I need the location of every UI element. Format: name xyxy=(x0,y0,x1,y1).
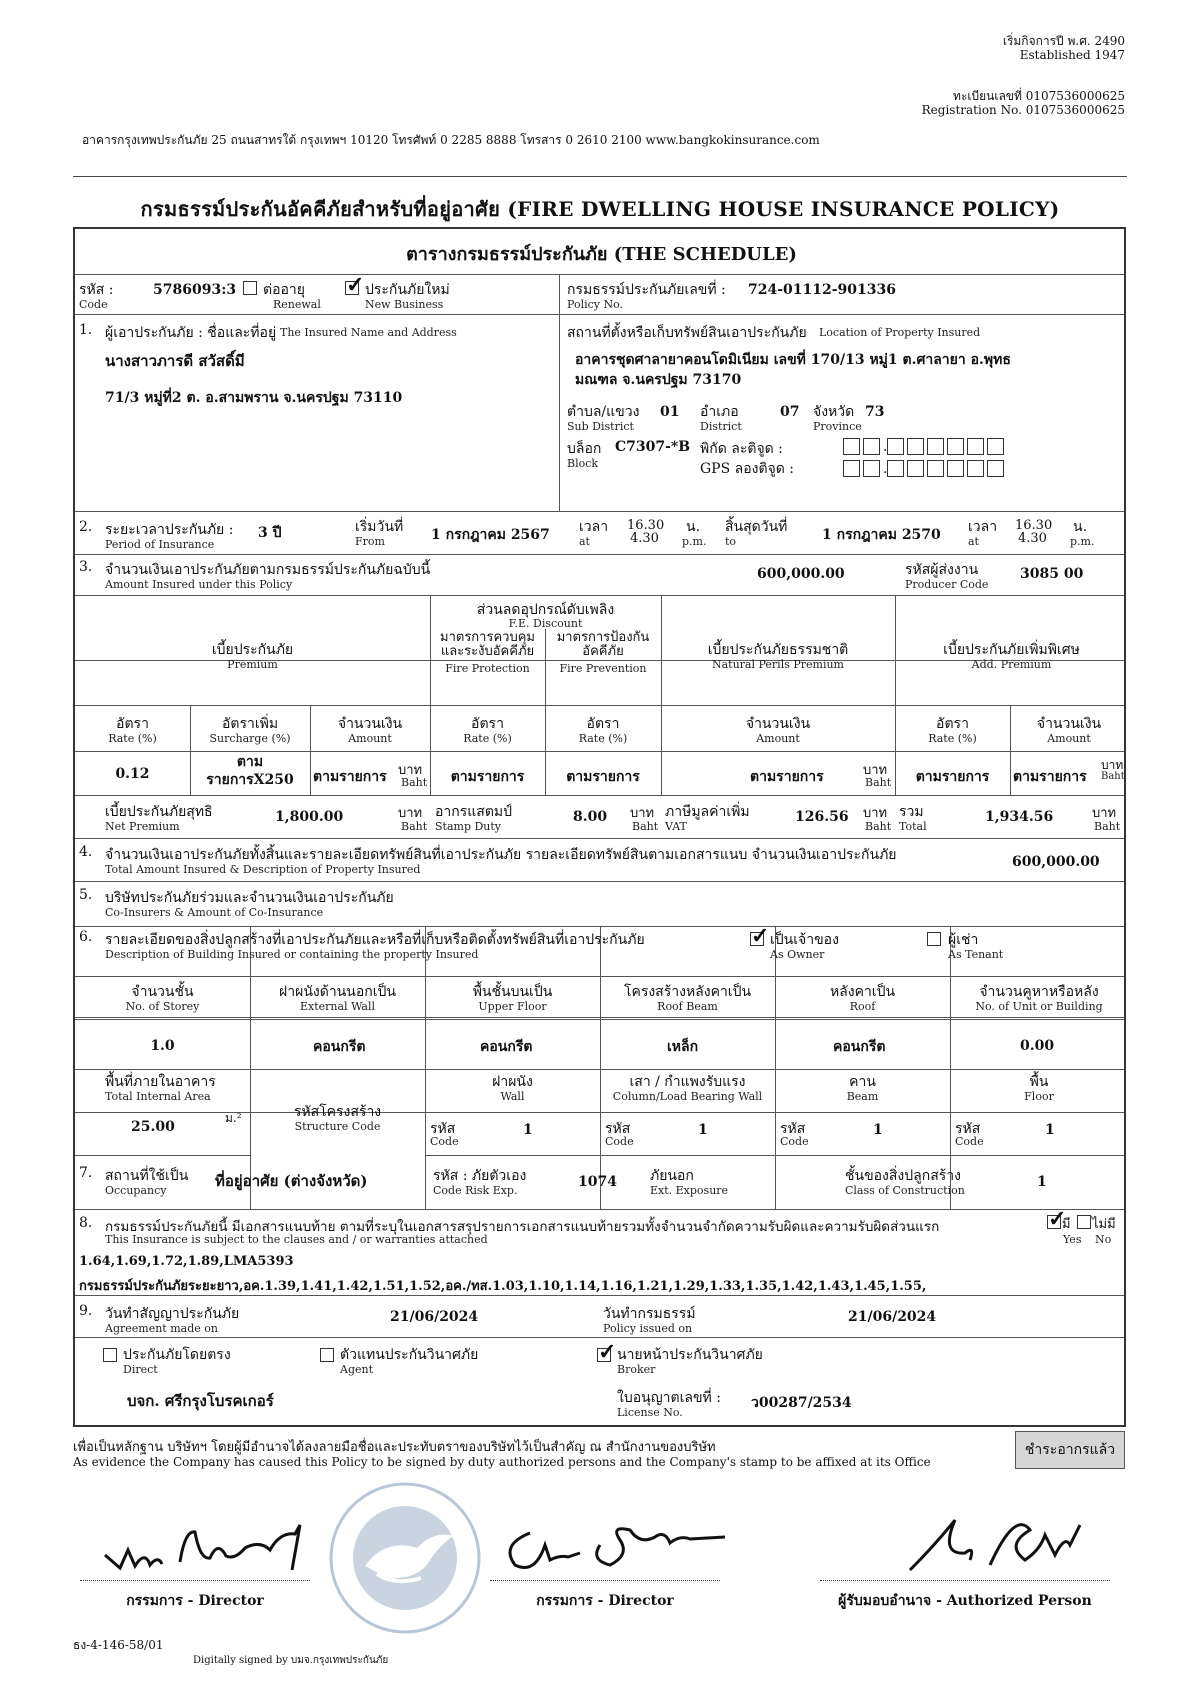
s3-num: 3. xyxy=(79,559,93,575)
period-label: ระยะเวลาประกันภัย : xyxy=(105,522,234,538)
fe-discount-header: ส่วนลดอุปกรณ์ดับเพลิง xyxy=(476,602,615,618)
baht-label-2: บาท xyxy=(863,763,888,778)
time2-value-1: 16.30 xyxy=(1015,518,1053,533)
c-column-header: เสา / กำแพงรับแรง xyxy=(629,1074,746,1090)
vat-value: 126.56 xyxy=(795,809,849,825)
ap-rate-header-en: Rate (%) xyxy=(928,732,977,745)
authorized-label: ผู้รับมอบอำนาจ - Authorized Person xyxy=(838,1593,1092,1609)
yes-label-en: Yes xyxy=(1063,1233,1082,1246)
time2-label-en: at xyxy=(968,535,979,548)
longitude-boxes[interactable]: . xyxy=(843,458,1007,477)
endorsement-label-en: This Insurance is subject to the clauses and / or warranties attached xyxy=(105,1233,488,1246)
director2-signature-icon xyxy=(490,1515,730,1580)
new-business-label: ประกันภัยใหม่ xyxy=(365,282,450,298)
province-label-en: Province xyxy=(813,420,862,433)
baht-label-1-en: Baht xyxy=(401,776,428,789)
divider xyxy=(75,274,1124,275)
company-address: อาคารกรุงเทพประกันภัย 25 ถนนสาทรใต้ กรุงเทพฯ 10120 โทรศัพท์ 0 2285 8888 โทรสาร 0 2610 2100 www.bangkokinsurance.com xyxy=(82,133,820,147)
endorsement-label: กรมธรรม์ประกันภัยนี้ มีเอกสารแนบท้าย ตามที่ระบุในเอกสารสรุปรายการเอกสารแนบท้ายรวมทั้งจำนวนจำกัดความรับผิดและความรับผิดส่วนแรก xyxy=(105,1219,940,1235)
surcharge-value-line1: ตาม xyxy=(236,754,264,770)
license-label-en: License No. xyxy=(617,1406,683,1419)
natural-perils-header: เบี้ยประกันภัยธรรมชาติ xyxy=(707,642,849,658)
noon-label-en: p.m. xyxy=(682,535,707,548)
yes-label: มี xyxy=(1062,1217,1071,1232)
fire-prevention-header xyxy=(545,631,661,659)
premium-header-en: Premium xyxy=(227,658,278,671)
total-insured-label-en: Total Amount Insured & Description of Property Insured xyxy=(105,863,421,876)
divider xyxy=(75,314,1124,315)
occupancy-label-en: Occupancy xyxy=(105,1184,167,1197)
tenant-label: ผู้เช่า xyxy=(948,932,979,948)
form-code: ธง-4-146-58/01 xyxy=(73,1638,164,1652)
c-beam-header: คาน xyxy=(849,1074,876,1090)
renewal-label: ต่ออายุ xyxy=(263,282,305,298)
divider xyxy=(75,595,1124,596)
policy-no-value: 724-01112-901336 xyxy=(748,282,896,298)
code-floor-label: รหัส xyxy=(955,1121,981,1137)
schedule-title: ตารางกรมธรรม์ประกันภัย (THE SCHEDULE) xyxy=(406,244,797,265)
producer-label: รหัสผู้ส่งงาน xyxy=(905,562,979,578)
location-label-en: Location of Property Insured xyxy=(819,326,981,339)
surcharge-header-en: Surcharge (%) xyxy=(209,732,291,745)
baht-label-7-en: Baht xyxy=(1094,820,1121,833)
no-label: ไม่มี xyxy=(1092,1217,1116,1232)
storey-header-en: No. of Storey xyxy=(125,1000,200,1013)
net-premium-value: 1,800.00 xyxy=(275,809,344,825)
storey-value: 1.0 xyxy=(150,1038,175,1054)
renewal-label-en: Renewal xyxy=(273,298,321,311)
license-label: ใบอนุญาตเลขที่ : xyxy=(617,1390,721,1406)
roof-beam-header-en: Roof Beam xyxy=(657,1000,718,1013)
code-label: รหัส : xyxy=(79,282,114,298)
total-value: 1,934.56 xyxy=(985,809,1054,825)
baht-label-3: บาท xyxy=(1101,758,1124,772)
floor-header-en: Upper Floor xyxy=(478,1000,547,1013)
direct-checkbox[interactable] xyxy=(103,1348,117,1362)
ap-rate-header: อัตรา xyxy=(936,716,969,732)
issued-value: 21/06/2024 xyxy=(848,1309,937,1325)
agent-label-en: Agent xyxy=(340,1363,373,1376)
time-label-en: at xyxy=(579,535,590,548)
building-desc-label: รายละเอียดของสิ่งปลูกสร้างที่เอาประกันภัยและหรือที่เก็บหรือติดตั้งทรัพย์สินที่เอาประกันภัย xyxy=(105,932,645,948)
surcharge-value xyxy=(190,753,310,789)
license-value: ว00287/2534 xyxy=(751,1395,852,1411)
amount-insured-value: 600,000.00 xyxy=(757,566,845,582)
code-wall-label-en: Code xyxy=(430,1135,459,1148)
header-divider xyxy=(73,176,1127,177)
fire-prevention-line1: มาตรการป้องกัน xyxy=(556,630,650,645)
class-value: 1 xyxy=(1037,1174,1047,1190)
co-insurers-label: บริษัทประกันภัยร่วมและจำนวนเงินเอาประกันภัย xyxy=(105,890,394,906)
fire-protection-header-en: Fire Protection xyxy=(445,662,530,675)
divider xyxy=(75,1337,1124,1338)
c-beam-header-en: Beam xyxy=(846,1090,879,1103)
policy-title: กรมธรรม์ประกันอัคคีภัยสำหรับที่อยู่อาศัย (FIRE DWELLING HOUSE INSURANCE POLICY) xyxy=(140,197,1060,221)
divider xyxy=(75,751,1124,752)
evidence-en: As evidence the Company has caused this Policy to be signed by duty authorized persons and the Company's stamp to be affixed at its Office xyxy=(73,1455,931,1469)
roof-value: คอนกรีต xyxy=(833,1039,886,1055)
divider xyxy=(75,511,1124,512)
producer-label-en: Producer Code xyxy=(905,578,989,591)
district-label: อำเภอ xyxy=(700,404,739,420)
net-premium-label-en: Net Premium xyxy=(105,820,180,833)
province-value: 73 xyxy=(865,404,885,420)
area-header: พื้นที่ภายในอาคาร xyxy=(105,1074,216,1090)
fire-protection-line1: มาตรการควบคุม xyxy=(440,630,535,645)
direct-label: ประกันภัยโดยตรง xyxy=(123,1347,231,1363)
roof-header-en: Roof xyxy=(849,1000,876,1013)
baht-label-5-en: Baht xyxy=(632,820,659,833)
tenant-checkbox[interactable] xyxy=(927,932,941,946)
divider xyxy=(75,705,1124,706)
district-value: 07 xyxy=(780,404,800,420)
add-premium-header: เบี้ยประกันภัยเพิ่มพิเศษ xyxy=(943,642,1080,658)
add-premium-header-en: Add. Premium xyxy=(971,658,1052,671)
code-value: 5786093:3 xyxy=(153,282,237,298)
gps-label: GPS ลองติจูด : xyxy=(700,461,795,477)
policy-no-label: กรมธรรม์ประกันภัยเลขที่ : xyxy=(567,282,726,298)
period-label-en: Period of Insurance xyxy=(105,538,215,551)
s7-num: 7. xyxy=(79,1165,93,1181)
divider xyxy=(75,881,1124,882)
occupancy-label: สถานที่ใช้เป็น xyxy=(105,1168,189,1184)
code-column-label-en: Code xyxy=(605,1135,634,1148)
agreement-label-en: Agreement made on xyxy=(105,1322,218,1335)
risk-label: รหัส : ภัยตัวเอง xyxy=(433,1168,527,1184)
divider xyxy=(75,976,1124,977)
occupancy-value: ที่อยู่อาศัย (ต่างจังหวัด) xyxy=(215,1172,368,1190)
storey-header: จำนวนชั้น xyxy=(131,984,194,1000)
authorized-signature-icon xyxy=(895,1505,1105,1580)
fv-rate-header: อัตรา xyxy=(586,716,620,732)
s9-num: 9. xyxy=(79,1303,93,1319)
stamp-duty-value: 8.00 xyxy=(573,809,608,825)
registration-en: Registration No. 0107536000625 xyxy=(921,103,1125,117)
baht-label-4-en: Baht xyxy=(401,820,428,833)
s4-num: 4. xyxy=(79,844,93,860)
code-floor-label-en: Code xyxy=(955,1135,984,1148)
block-label-en: Block xyxy=(567,457,599,470)
amount-header: จำนวนเงิน xyxy=(337,716,403,732)
c-floor-header-en: Floor xyxy=(1024,1090,1054,1103)
location-line2: มณฑล จ.นครปฐม 73170 xyxy=(575,372,742,388)
established-th: เริ่มกิจการปี พ.ศ. 2490 xyxy=(1002,34,1125,48)
agreement-value: 21/06/2024 xyxy=(390,1309,479,1325)
units-header-en: No. of Unit or Building xyxy=(975,1000,1103,1013)
premium-header: เบี้ยประกันภัย xyxy=(211,642,294,658)
insured-name: นางสาวภารดี สวัสดิ์มี xyxy=(105,352,245,370)
digital-signature-note: Digitally signed by บมจ.กรุงเทพประกันภัย xyxy=(193,1655,389,1666)
ap-amount-header-en: Amount xyxy=(1047,732,1091,745)
divider xyxy=(559,274,560,314)
to-label: สิ้นสุดวันที่ xyxy=(725,519,788,535)
baht-label-2-en: Baht xyxy=(865,776,892,789)
company-seal-icon xyxy=(325,1478,485,1638)
clauses-line2: กรมธรรม์ประกันภัยระยะยาว,อค.1.39,1.41,1.42,1.51,1.52,อค./ทส.1.03,1.10,1.14,1.16,1.21,1.29,1.33,1.35,1.42,1.43,1.45,1.55, xyxy=(79,1279,927,1294)
total-insured-label: จำนวนเงินเอาประกันภัยทั้งสิ้นและรายละเอียดทรัพย์สินที่เอาประกันภัย รายละเอียดทรัพย์สินตามเอกสารแนบ จำนวนเงินเอาประกันภัย xyxy=(105,847,897,863)
province-label: จังหวัด xyxy=(813,404,855,420)
baht-label-4: บาท xyxy=(398,806,423,821)
broker-checkbox[interactable] xyxy=(597,1348,611,1362)
director1-label: กรรมการ - Director xyxy=(126,1593,264,1609)
insured-label: ผู้เอาประกันภัย : ชื่อและที่อยู่ xyxy=(105,325,277,341)
evidence-th: เพื่อเป็นหลักฐาน บริษัทฯ โดยผู้มีอำนาจได้ลงลายมือชื่อและประทับตราของบริษัทไว้เป็นสำคัญ ณ สำนักงานของบริษัท xyxy=(73,1440,716,1455)
divider xyxy=(75,1209,1124,1210)
time-label: เวลา xyxy=(579,519,609,535)
surcharge-value-line2: รายการX250 xyxy=(206,772,294,788)
area-unit: ม.² xyxy=(225,1111,242,1125)
baht-label-7: บาท xyxy=(1092,806,1117,821)
add-premium-rate-value: ตามรายการ xyxy=(915,769,990,785)
area-value: 25.00 xyxy=(131,1119,175,1135)
risk-value: 1074 xyxy=(578,1174,617,1190)
time2-value-2: 4.30 xyxy=(1018,531,1047,546)
c-column-header-en: Column/Load Bearing Wall xyxy=(612,1090,763,1103)
noon-label: น. xyxy=(686,519,701,535)
c-wall-header: ฝาผนัง xyxy=(492,1074,533,1090)
code-label-en: Code xyxy=(79,298,108,311)
fire-protection-line2: และระงับอัคคีภัย xyxy=(440,644,535,659)
np-amount-header: จำนวนเงิน xyxy=(745,716,811,732)
baht-label-6: บาท xyxy=(863,806,888,821)
director2-signature-line xyxy=(490,1580,720,1581)
risk-label-en: Code Risk Exp. xyxy=(433,1184,518,1197)
area-header-en: Total Internal Area xyxy=(105,1090,211,1103)
s5-num: 5. xyxy=(79,887,93,903)
roof-header: หลังคาเป็น xyxy=(829,984,896,1000)
total-insured-value: 600,000.00 xyxy=(1012,854,1100,870)
code-floor-value: 1 xyxy=(1045,1122,1055,1138)
subdistrict-label-en: Sub District xyxy=(567,420,634,433)
net-premium-label: เบี้ยประกันภัยสุทธิ xyxy=(105,804,213,820)
stamp-duty-label: อากรแสตมป์ xyxy=(435,804,513,820)
rate-header: อัตรา xyxy=(116,716,149,732)
from-value: 1 กรกฎาคม 2567 xyxy=(431,527,550,543)
divider xyxy=(559,315,560,511)
broker-name: บจก. ศรีกรุงโบรคเกอร์ xyxy=(127,1392,274,1410)
new-business-checkbox[interactable] xyxy=(345,281,359,295)
total-label-en: Total xyxy=(899,820,927,833)
structure-code-label-en: Structure Code xyxy=(294,1120,381,1133)
roof-beam-value: เหล็ก xyxy=(667,1039,699,1055)
fire-prevention-header-en: Fire Prevention xyxy=(559,662,647,675)
s1-num: 1. xyxy=(79,322,93,338)
building-desc-label-en: Description of Building Insured or containing the property Insured xyxy=(105,948,479,961)
units-value: 0.00 xyxy=(1020,1038,1055,1054)
baht-label-6-en: Baht xyxy=(865,820,892,833)
code-beam-label: รหัส xyxy=(780,1121,806,1137)
c-wall-header-en: Wall xyxy=(500,1090,525,1103)
no-label-en: No xyxy=(1095,1233,1112,1246)
insured-address: 71/3 หมู่ที่2 ต. อ.สามพราน จ.นครปฐม 73110 xyxy=(105,390,403,406)
broker-label-en: Broker xyxy=(617,1363,656,1376)
divider xyxy=(75,554,1124,555)
registration-block xyxy=(922,89,1125,117)
amount-value: ตามรายการ xyxy=(313,769,387,785)
add-premium-amount-value: ตามรายการ xyxy=(1013,769,1087,785)
agent-checkbox[interactable] xyxy=(320,1348,334,1362)
producer-value: 3085 00 xyxy=(1020,566,1084,582)
ap-amount-header: จำนวนเงิน xyxy=(1036,716,1102,732)
np-amount-header-en: Amount xyxy=(756,732,800,745)
direct-label-en: Direct xyxy=(123,1363,158,1376)
authorized-signature-line xyxy=(820,1580,1110,1581)
baht-label-3-en: Baht xyxy=(1101,771,1125,782)
agreement-label: วันทำสัญญาประกันภัย xyxy=(105,1306,240,1322)
code-wall-value: 1 xyxy=(523,1122,533,1138)
amount-insured-label: จำนวนเงินเอาประกันภัยตามกรมธรรม์ประกันภัยฉบับนี้ xyxy=(105,562,431,578)
divider xyxy=(75,1017,1124,1018)
fire-prevention-line2: อัคคีภัย xyxy=(582,644,624,659)
vat-label-en: VAT xyxy=(665,820,687,833)
subdistrict-label: ตำบล/แขวง xyxy=(567,404,640,420)
fire-protection-header xyxy=(430,631,545,659)
c-floor-header: พื้น xyxy=(1029,1074,1049,1090)
natural-perils-value: ตามรายการ xyxy=(750,769,824,785)
roof-beam-header: โครงสร้างหลังคาเป็น xyxy=(623,984,752,1000)
location-line1: อาคารชุดศาลายาคอนโดมิเนียม เลขที่ 170/13 หมู่1 ต.ศาลายา อ.พุทธ xyxy=(575,352,1011,368)
code-wall-label: รหัส xyxy=(430,1121,456,1137)
fp-rate-header-en: Rate (%) xyxy=(463,732,512,745)
from-label-en: From xyxy=(355,535,385,548)
rate-header-en: Rate (%) xyxy=(108,732,157,745)
vat-label: ภาษีมูลค่าเพิ่ม xyxy=(665,804,750,820)
time2-label: เวลา xyxy=(968,519,998,535)
divider xyxy=(75,838,1124,839)
broker-label: นายหน้าประกันวินาศภัย xyxy=(617,1347,763,1363)
agent-label: ตัวแทนประกันวินาศภัย xyxy=(340,1347,479,1363)
renewal-checkbox[interactable] xyxy=(243,281,257,295)
district-label-en: District xyxy=(700,420,742,433)
wall-value: คอนกรีต xyxy=(313,1039,366,1055)
insured-label-en: The Insured Name and Address xyxy=(280,326,457,339)
director1-signature-line xyxy=(80,1580,310,1581)
baht-label-1: บาท xyxy=(398,763,423,778)
ext-exposure-label: ภัยนอก xyxy=(650,1168,694,1184)
issued-label: วันทำกรมธรรม์ xyxy=(603,1306,696,1322)
block-label: บล็อก xyxy=(567,441,602,457)
wall-header-en: External Wall xyxy=(299,1000,376,1013)
code-beam-value: 1 xyxy=(873,1122,883,1138)
code-column-label: รหัส xyxy=(605,1121,631,1137)
structure-code-label: รหัสโครงสร้าง xyxy=(293,1104,382,1120)
total-label: รวม xyxy=(899,804,924,820)
floor-header: พื้นชั้นบนเป็น xyxy=(472,984,553,1000)
clauses-line1: 1.64,1.69,1.72,1.89,LMA5393 xyxy=(79,1254,294,1269)
baht-label-5: บาท xyxy=(630,806,655,821)
fe-discount-header-en: F.E. Discount xyxy=(508,617,583,630)
latitude-label: พิกัด ละติจูด : xyxy=(700,441,783,457)
policy-no-label-en: Policy No. xyxy=(567,298,624,311)
amount-header-en: Amount xyxy=(348,732,392,745)
class-label: ชั้นของสิ่งปลูกสร้าง xyxy=(845,1168,961,1184)
duty-paid-badge: ชำระอากรแล้ว xyxy=(1015,1431,1125,1469)
director2-label: กรรมการ - Director xyxy=(536,1593,674,1609)
floor-value: คอนกรีต xyxy=(480,1039,533,1055)
s8-num: 8. xyxy=(79,1215,93,1231)
from-label: เริ่มวันที่ xyxy=(355,519,404,535)
owner-checkbox[interactable] xyxy=(750,932,764,946)
schedule-box xyxy=(73,227,1126,1427)
yes-checkbox[interactable] xyxy=(1047,1215,1061,1229)
noon2-label-en: p.m. xyxy=(1070,535,1095,548)
fv-rate-header-en: Rate (%) xyxy=(578,732,628,745)
to-label-en: to xyxy=(725,535,737,548)
divider xyxy=(75,1155,250,1156)
s6-num: 6. xyxy=(79,929,93,945)
no-checkbox[interactable] xyxy=(1077,1215,1091,1229)
subdistrict-value: 01 xyxy=(660,404,680,420)
class-label-en: Class of Construction xyxy=(845,1184,965,1197)
co-insurers-label-en: Co-Insurers & Amount of Co-Insurance xyxy=(105,906,324,919)
ext-exposure-label-en: Ext. Exposure xyxy=(650,1184,729,1197)
stamp-duty-label-en: Stamp Duty xyxy=(435,820,502,833)
new-business-label-en: New Business xyxy=(365,298,444,311)
divider xyxy=(75,795,1124,796)
fire-protection-value: ตามรายการ xyxy=(450,769,525,785)
time-value-1: 16.30 xyxy=(627,518,665,533)
owner-label-en: As Owner xyxy=(770,948,825,961)
director1-signature-icon xyxy=(100,1520,310,1580)
block-value: C7307-*B xyxy=(615,439,691,455)
time-value-2: 4.30 xyxy=(630,531,659,546)
surcharge-header: อัตราเพิ่ม xyxy=(221,716,279,732)
established-block xyxy=(1003,34,1125,62)
units-header: จำนวนคูหาหรือหลัง xyxy=(979,984,1099,1000)
fire-prevention-value: ตามรายการ xyxy=(566,769,640,785)
issued-label-en: Policy issued on xyxy=(603,1322,693,1335)
owner-label: เป็นเจ้าของ xyxy=(770,932,839,948)
s2-num: 2. xyxy=(79,519,93,535)
natural-perils-header-en: Natural Perils Premium xyxy=(711,658,844,671)
code-column-value: 1 xyxy=(698,1122,708,1138)
tenant-label-en: As Tenant xyxy=(948,948,1004,961)
amount-insured-label-en: Amount Insured under this Policy xyxy=(105,578,293,591)
period-value: 3 ปี xyxy=(258,525,282,541)
latitude-boxes[interactable]: . xyxy=(843,436,1007,455)
rate-value: 0.12 xyxy=(115,766,150,782)
code-beam-label-en: Code xyxy=(780,1135,809,1148)
noon2-label: น. xyxy=(1073,519,1088,535)
registration-th: ทะเบียนเลขที่ 0107536000625 xyxy=(953,89,1125,103)
wall-header: ฝาผนังด้านนอกเป็น xyxy=(279,984,396,1000)
location-label: สถานที่ตั้งหรือเก็บทรัพย์สินเอาประกันภัย xyxy=(567,325,807,341)
to-value: 1 กรกฎาคม 2570 xyxy=(822,527,941,543)
fp-rate-header: อัตรา xyxy=(471,716,504,732)
established-en: Established 1947 xyxy=(1019,48,1125,62)
